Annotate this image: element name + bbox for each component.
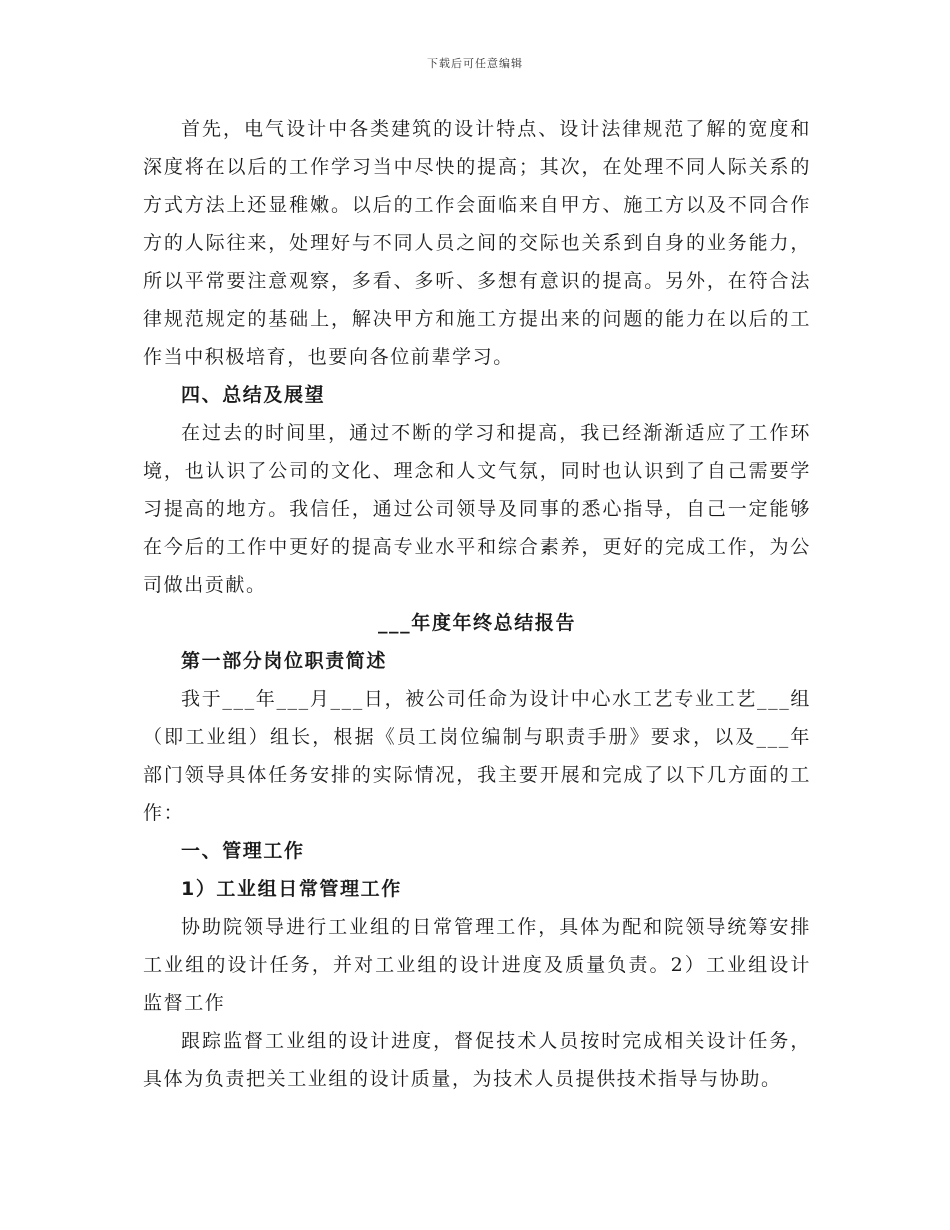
paragraph-appointment: 我于___年___月___日，被公司任命为设计中心水工艺专业工艺___组（即工业组）组长，根据《员工岗位编制与职责手册》要求，以及___年部门领导具体任务安排的实际情况，我主要开展和完成了以下几方面的工作： — [143, 688, 811, 824]
heading-management-work: 一、管理工作 — [181, 840, 305, 862]
paragraph-improvement: 首先，电气设计中各类建筑的设计特点、设计法律规范了解的宽度和深度将在以后的工作学习当中尽快的提高；其次，在处理不同人际关系的方式方法上还显稚嫩。以后的工作会面临来自甲方、施工方以及不同合作方的人际往来，处理好与不同人员之间的交际也关系到自身的业务能力，所以平常要注意观察，多看、多听、多想有意识的提高。另外，在符合法律规范规定的基础上，解决甲方和施工方提出来的问题的能力在以后的工作当中积极培育，也要向各位前辈学习。 — [143, 118, 811, 368]
paragraph-supervision: 跟踪监督工业组的设计进度，督促技术人员按时完成相关设计任务，具体为负责把关工业组的设计质量，为技术人员提供技术指导与协助。 — [143, 1030, 811, 1090]
heading-daily-management: 1）工业组日常管理工作 — [181, 878, 402, 900]
page-header: 下载后可任意编辑 — [427, 57, 523, 70]
heading-summary-outlook: 四、总结及展望 — [181, 384, 326, 406]
document-body — [143, 110, 811, 1098]
paragraph-summary: 在过去的时间里，通过不断的学习和提高，我已经渐渐适应了工作环境，也认识了公司的文化、理念和人文气氛，同时也认识到了自己需要学习提高的地方。我信任，通过公司领导及同事的悉心指导，自己一定能够在今后的工作中更好的提高专业水平和综合素养，更好的完成工作，为公司做出贡献。 — [143, 422, 811, 596]
report-title: ___年度年终总结报告 — [377, 612, 577, 634]
heading-part-one: 第一部分岗位职责简述 — [181, 650, 388, 672]
paragraph-daily-management: 协助院领导进行工业组的日常管理工作，具体为配和院领导统筹安排工业组的设计任务，并对工业组的设计进度及质量负责。2）工业组设计监督工作 — [143, 916, 811, 1014]
